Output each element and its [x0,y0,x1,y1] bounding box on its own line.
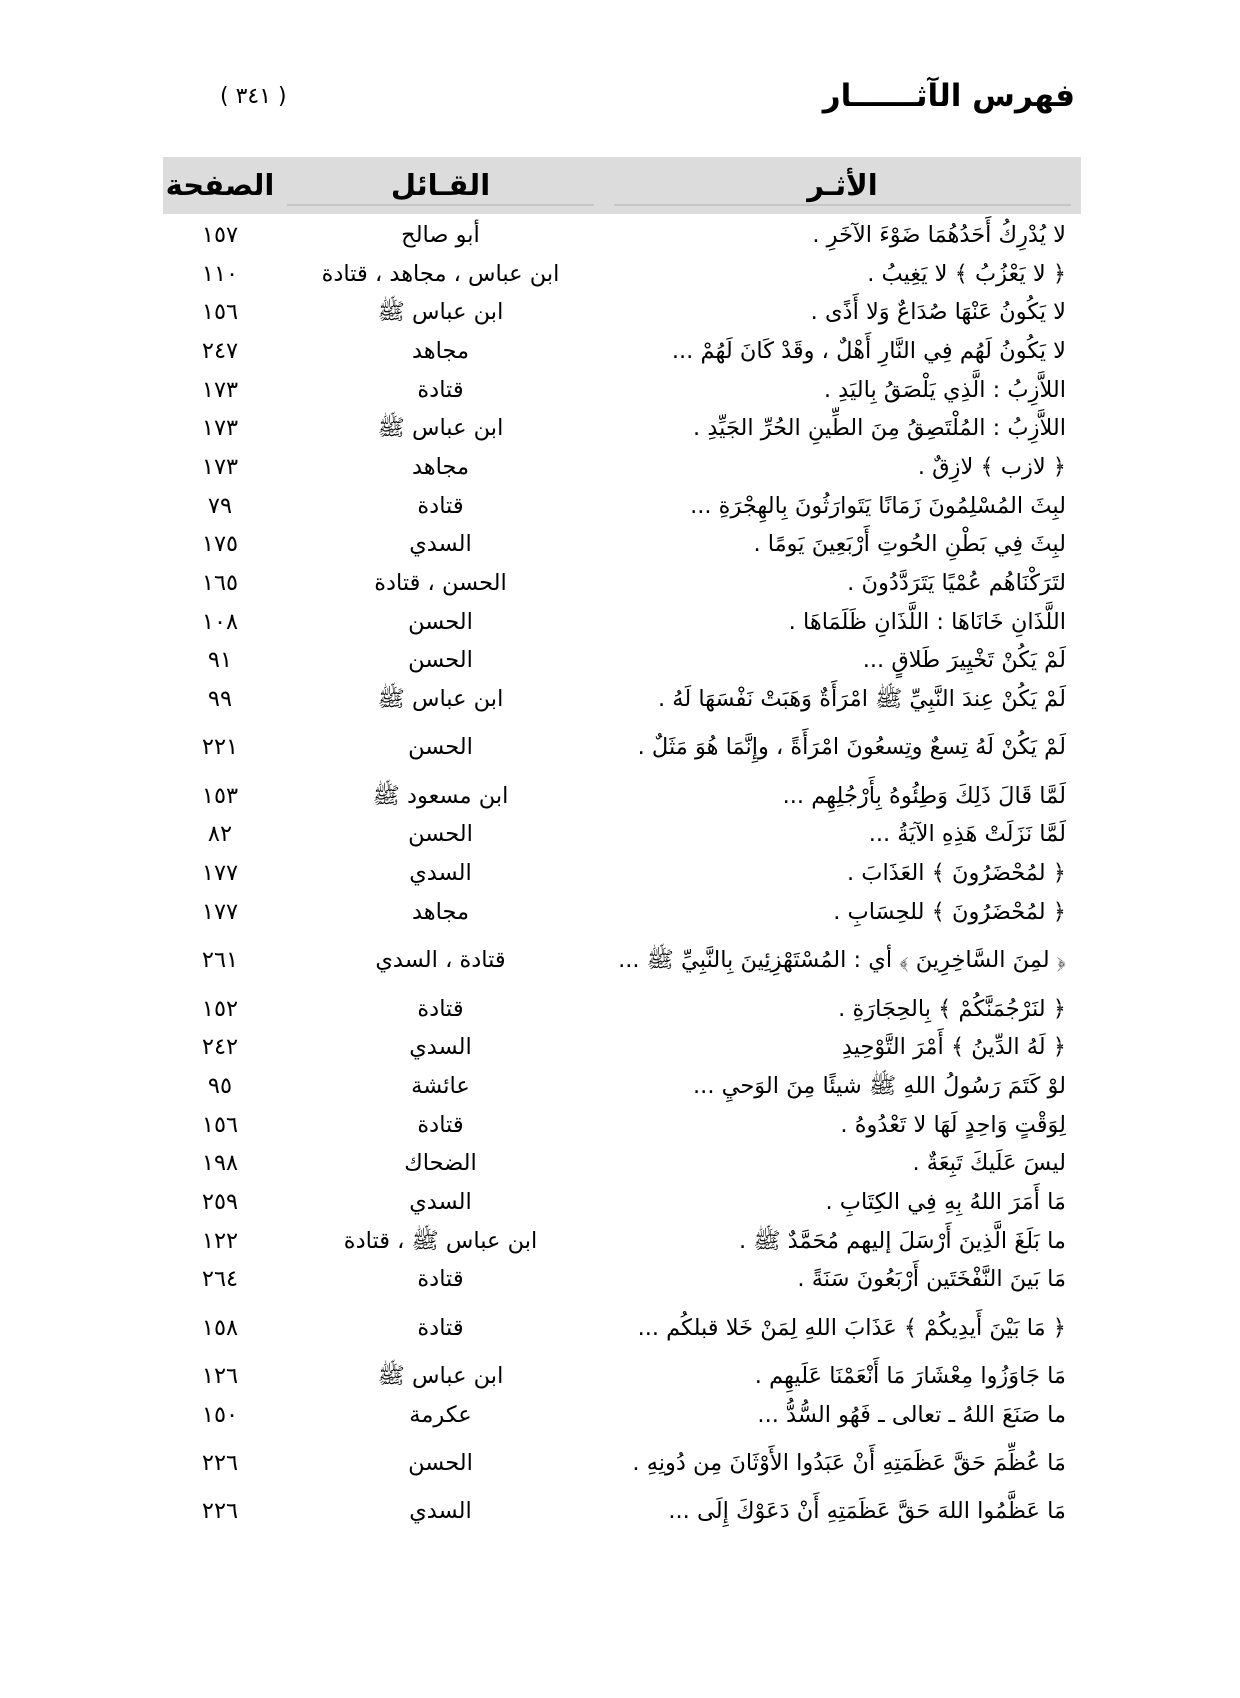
table-row [163,1261,1081,1300]
table-row [163,255,1081,294]
table-row [163,526,1081,565]
athar-text: لَمْ يَكُنْ لَهُ تِسعٌ وتِسعُونَ امْرَأَةً ، وإِنَّمَا هُوَ مَثَلٌ . [637,734,1066,761]
page-ref: ٨٢ [207,821,233,848]
qaail-name: الحسن [408,734,473,761]
page-ref: ١٧٣ [201,453,239,480]
qaail-name: الحسن [408,608,473,635]
table-header [163,157,1081,214]
athar-text: لتَرَكْنَاهُم عُمْيًا يَتَرَدَّدُونَ . [847,570,1066,597]
page-ref: ١٥٨ [201,1314,239,1341]
qaail-name: الضحاك [404,1150,477,1177]
page-ref: ١٧٧ [201,860,239,887]
qaail-name: ابن عباس ﷺ [377,1363,504,1390]
athar-text: لِوَقْتٍ وَاحِدٍ لَهَا لا تَعْدُوهُ . [840,1111,1066,1138]
page-ref: ١١٠ [201,260,239,287]
qaail-name: ابن عباس ﷺ [377,299,504,326]
athar-text: ﴿ لا يَعْزُبُ ﴾ لا يَغِيبُ . [867,260,1066,287]
page-ref: ١٥٢ [201,995,239,1022]
page-ref: ٢٥٩ [201,1188,239,1215]
index-title: فهرس الآثــــــار [822,78,1075,114]
athar-text: لا يَكُونُ لَهُم فِي النَّارِ أَهْلٌ ، وقَدْ كَانَ لَهُمْ ... [671,337,1066,364]
qaail-name: السدي [409,1034,472,1061]
column-header-qaail-label: القـائل [390,168,491,202]
athar-text: ﴿ لمُحْضَرُونَ ﴾ للحِسَابِ . [833,898,1066,925]
table-row [163,932,1081,990]
athar-text: ﴿ لَهُ الدِّينُ ﴾ أَمْرَ التَّوْحِيدِ [841,1034,1066,1061]
athar-text: مَا جَاوَزُوا مِعْشَارَ مَا أَنْعَمْنَا عَلَيهِم . [754,1363,1066,1390]
page-ref: ١٢٦ [201,1363,239,1390]
qaail-name: عائشة [411,1072,470,1099]
page-ref: ٢٢١ [201,734,239,761]
athar-text: لَمَّا نَزَلَتْ هَذِهِ الآيَةُ ... [868,821,1066,848]
page-ref: ٢٤٢ [201,1034,239,1061]
athar-text: اللاَّزِبُ : الَّذِي يَلْصَقُ بِاليَدِ . [823,376,1066,403]
athar-text: ما بَلَغَ الَّذِينَ أَرْسَلَ إليهم مُحَمَّدٌ ﷺ . [739,1227,1066,1254]
table-row [163,1435,1081,1493]
qaail-name: السدي [409,1498,472,1525]
athar-text: ﴿ لمِنَ السَّاخِرِينَ ﴾ أي : المُسْتَهْزِئِينَ بِالنَّبِيِّ ﷺ ... [618,947,1066,974]
athar-text: لَمَّا قَالَ ذَلِكَ وَطِئُوهُ بِأَرْجُلِهِم ... [782,782,1066,809]
table-row [163,332,1081,371]
qaail-name: ابن مسعود ﷺ [372,782,509,809]
table-row [163,1067,1081,1106]
table-row [163,564,1081,603]
page-ref: ١٦٥ [201,570,239,597]
table-row [163,816,1081,855]
qaail-name: مجاهد [411,337,470,364]
athar-text: مَا عَظَّمُوا اللهَ حَقَّ عَظَمَتِهِ أَنْ دَعَوْكَ إِلَى ... [668,1498,1066,1525]
page-ref: ١٥٠ [201,1401,239,1428]
column-header-athar-label: الأثـر [807,168,878,202]
qaail-name: أبو صالح [401,221,480,248]
qaail-name: الحسن ، قتادة [374,570,507,597]
qaail-name: قتادة [417,492,464,519]
page-ref: ٢٢٦ [201,1450,239,1477]
table-row [163,1028,1081,1067]
table-row [163,216,1081,255]
athar-text: مَا عُظِّمَ حَقَّ عَظَمَتِهِ أَنْ عَبَدُوا الأَوْثَانَ مِن دُونِهِ . [632,1450,1066,1477]
table-row [163,1357,1081,1396]
column-header-athar [604,157,1081,214]
page-ref: ١٥٣ [201,782,239,809]
athar-text: ليسَ عَلَيكَ تَبِعَةٌ . [912,1150,1066,1177]
page-ref: ٢٦١ [201,947,239,974]
table-row [163,371,1081,410]
qaail-name: الحسن [408,821,473,848]
qaail-name: السدي [409,860,472,887]
table-row [163,854,1081,893]
page-number: ( ٣٤١ ) [220,84,287,109]
page-ref: ١٧٣ [201,415,239,442]
qaail-name: ابن عباس ﷺ ، قتادة [343,1227,538,1254]
qaail-name: مجاهد [411,453,470,480]
table-row [163,1222,1081,1261]
page-ref: ٩٥ [207,1072,233,1099]
athar-text: لَمْ يَكُنْ تَخْيِيرَ طَلاقٍ ... [862,647,1066,674]
page-ref: ١٠٨ [201,608,239,635]
page-ref: ٧٩ [207,492,233,519]
qaail-name: قتادة [417,995,464,1022]
table-row [163,1106,1081,1145]
qaail-name: السدي [409,531,472,558]
qaail-name: عكرمة [409,1401,472,1428]
athar-text: لا يَكُونُ عَنْهَا صُدَاعٌ وَلا أَذًى . [810,299,1066,326]
qaail-name: الحسن [408,647,473,674]
page-ref: ١٩٨ [201,1150,239,1177]
header-underline [287,204,594,206]
page-ref: ١٧٥ [201,531,239,558]
qaail-name: قتادة [417,376,464,403]
page-ref: ١٧٣ [201,376,239,403]
column-header-page-label: الصفحة [165,168,275,202]
page-ref: ١٥٦ [201,299,239,326]
table-row [163,1493,1081,1532]
athar-text: اللَّذَانِ خَانَاهَا : اللَّذَانِ ظَلَمَاهَا . [788,608,1066,635]
page-ref: ٢٤٧ [201,337,239,364]
table-row [163,893,1081,932]
qaail-name: قتادة ، السدي [375,947,506,974]
athar-text: لبِثَ المُسْلِمُونَ زَمَانًا يَتَوارَثُونَ بِالهِجْرَةِ ... [690,492,1066,519]
table-row [163,409,1081,448]
page-ref: ٩٩ [207,686,233,713]
column-header-page [163,157,277,214]
page-ref: ١٥٦ [201,1111,239,1138]
page-ref: ١٧٧ [201,898,239,925]
athar-text: ﴿ لمُحْضَرُونَ ﴾ العَذَابَ . [846,860,1066,887]
qaail-name: قتادة [417,1111,464,1138]
table-row [163,642,1081,681]
qaail-name: قتادة [417,1314,464,1341]
qaail-name: قتادة [417,1266,464,1293]
table-row [163,1396,1081,1435]
qaail-name: ابن عباس ﷺ [377,686,504,713]
athar-text: مَا أَمَرَ اللهُ بِهِ فِي الكِتَابِ . [825,1188,1066,1215]
page-ref: ١٥٧ [201,221,239,248]
table-row [163,603,1081,642]
table-row [163,1299,1081,1357]
athar-text: ﴿ لنَرْجُمَنَّكُمْ ﴾ بِالحِجَارَةِ . [838,995,1066,1022]
athar-text: مَا بَينَ النَّفْخَتَين أَرْبَعُونَ سَنَةً . [797,1266,1066,1293]
table-body [163,216,1081,1531]
column-header-qaail [277,157,604,214]
table-row [163,1183,1081,1222]
table-row [163,680,1081,719]
table-row [163,777,1081,816]
page-ref: ٢٦٤ [201,1266,239,1293]
qaail-name: ابن عباس ، مجاهد ، قتادة [321,260,560,287]
table-row [163,293,1081,332]
table-row [163,487,1081,526]
athar-text: اللاَّزِبُ : المُلْتَصِقُ مِنَ الطِّينِ الحُرِّ الجَيِّدِ . [693,415,1066,442]
page-header [220,78,1075,128]
page-ref: ١٢٢ [201,1227,239,1254]
table-row [163,1144,1081,1183]
athar-text: لَمْ يَكُنْ عِندَ النَّبِيِّ ﷺ امْرَأَةٌ وَهَبَتْ نَفْسَهَا لَهُ . [657,686,1066,713]
athar-text: لوْ كَتَمَ رَسُولُ اللهِ ﷺ شيئًا مِنَ الوَحيِ ... [693,1072,1066,1099]
qaail-name: ابن عباس ﷺ [377,415,504,442]
athar-text: ما صَنَعَ اللهُ ـ تعالى ـ فَهُو السُّدُّ ... [757,1401,1066,1428]
athar-index-table [163,157,1081,1531]
athar-text: ﴿ مَا بَيْنَ أَيدِيكُمْ ﴾ عَذَابَ اللهِ لِمَنْ خَلا قبلكُم ... [637,1314,1066,1341]
table-row [163,719,1081,777]
athar-text: لبِثَ فِي بَطْنِ الحُوتِ أَرْبَعِينَ يَومًا . [753,531,1066,558]
qaail-name: السدي [409,1188,472,1215]
table-row [163,448,1081,487]
page-ref: ٩١ [207,647,233,674]
qaail-name: الحسن [408,1450,473,1477]
qaail-name: مجاهد [411,898,470,925]
header-underline [614,204,1071,206]
athar-text: ﴿ لازب ﴾ لازِقٌ . [917,453,1066,480]
page-ref: ٢٢٦ [201,1498,239,1525]
athar-text: لا يُدْرِكُ أَحَدُهُمَا ضَوْءَ الآخَرِ . [812,221,1066,248]
table-row [163,990,1081,1029]
